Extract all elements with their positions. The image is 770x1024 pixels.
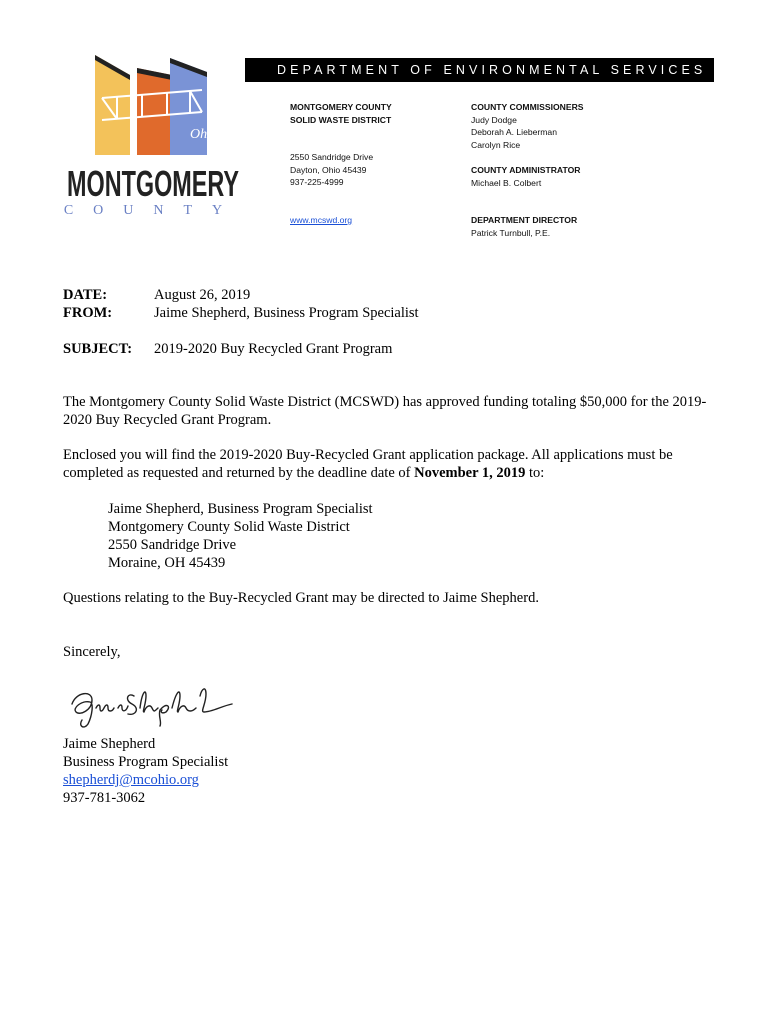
deadline-date: November 1, 2019 — [414, 465, 526, 481]
district-phone: 937-225-4999 — [290, 177, 344, 188]
department-banner: DEPARTMENT OF ENVIRONMENTAL SERVICES — [245, 58, 714, 82]
handwritten-signature — [62, 682, 242, 732]
logo-state-script: Ohio — [190, 127, 218, 142]
commissioner-name: Deborah A. Lieberman — [471, 127, 557, 138]
salutation — [63, 643, 120, 661]
return-address — [108, 500, 373, 572]
address-line: 2550 Sandridge Drive — [108, 537, 237, 553]
district-name-line1: MONTGOMERY COUNTY — [290, 102, 392, 112]
signature-block — [63, 735, 228, 807]
paragraph-text: to: — [525, 465, 545, 481]
address-street: 2550 Sandridge Drive — [290, 152, 374, 162]
salutation-text: Sincerely, — [63, 644, 121, 660]
signer-phone: 937-781-3062 — [63, 790, 146, 806]
administrator-name: Michael B. Colbert — [471, 177, 542, 188]
paragraph-text: Questions relating to the Buy-Recycled Grant may be directed to Jaime Shepherd. — [63, 590, 539, 606]
paragraph-text: The Montgomery County Solid Waste District (MCSWD) has approved funding totaling $50,000 for the 2019-2020 Buy Recycled Grant Program. — [63, 394, 707, 428]
district-address — [290, 151, 373, 189]
date-label: DATE: — [63, 287, 108, 303]
district-name-line2: SOLID WASTE DISTRICT — [290, 114, 392, 125]
director-title: DEPARTMENT DIRECTOR — [471, 215, 578, 225]
address-line: Moraine, OH 45439 — [108, 555, 226, 571]
signer-email-link[interactable]: shepherdj@mcohio.org — [63, 772, 199, 788]
address-city: Dayton, Ohio 45439 — [290, 164, 367, 175]
commissioner-name: Judy Dodge — [471, 114, 517, 125]
paragraph-text: Enclosed you will find the 2019-2020 Buy-Recycled Grant application package. All applications must be completed as requested and returned by the deadline date of — [63, 447, 673, 481]
from-label: FROM: — [63, 305, 113, 321]
signer-name: Jaime Shepherd — [63, 736, 156, 752]
body-paragraph-1 — [63, 393, 713, 429]
signer-title: Business Program Specialist — [63, 754, 229, 770]
logo-county-name: MONTGOMERY — [67, 163, 239, 204]
date-value: August 26, 2019 — [154, 287, 251, 303]
director-name: Patrick Turnbull, P.E. — [471, 227, 551, 238]
address-line: Jaime Shepherd, Business Program Specialist — [108, 501, 373, 517]
from-value: Jaime Shepherd, Business Program Specialist — [154, 305, 419, 321]
body-paragraph-3 — [63, 589, 713, 607]
commissioner-name: Carolyn Rice — [471, 139, 521, 150]
administrator-title: COUNTY ADMINISTRATOR — [471, 165, 581, 175]
logo-county-word: COUNTY — [63, 203, 243, 218]
district-info — [290, 101, 392, 126]
body-paragraph-2 — [63, 446, 713, 482]
memo-date-row — [63, 286, 713, 304]
subject-value: 2019-2020 Buy Recycled Grant Program — [154, 341, 393, 357]
commissioners-title: COUNTY COMMISSIONERS — [471, 102, 584, 112]
subject-label: SUBJECT: — [63, 341, 133, 357]
director-block — [471, 214, 577, 239]
commissioners-block — [471, 101, 584, 151]
district-website-wrap — [290, 214, 352, 227]
address-line: Montgomery County Solid Waste District — [108, 519, 350, 535]
memo-subject-row — [63, 340, 713, 358]
administrator-block — [471, 164, 581, 189]
memo-from-row — [63, 304, 713, 322]
montgomery-county-logo — [62, 50, 244, 218]
district-website-link[interactable]: www.mcswd.org — [290, 215, 353, 225]
